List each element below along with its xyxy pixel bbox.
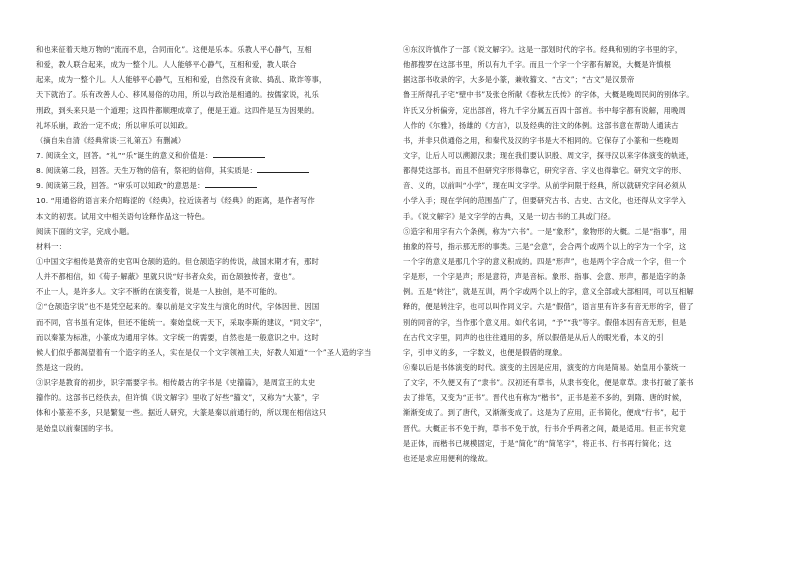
text-line: 音、义的，以前叫“小学”，现在叫文字学。从前学问限于经典，所以就研究字问必须从 [403,181,687,191]
text-line: 人作的《尔雅》，扬雄的《方言》，以及经典的注文的体例。这部书意在帮助人通读古 [403,120,679,130]
text-line: 不止一人，是许多人。文字不断的在演变着，说是一人独创，是不可能的。 [36,287,282,297]
text-line: ⑤造字和用字有六个条例，称为“六书”。一是“象形”，象物形的大概。二是“指事”，用 [403,226,687,236]
text-line: 渐渐变成了。到了唐代，又渐渐变成了。这是为了应用，正书简化，便成“行书”，起于 [403,408,687,418]
source-note: （摘自朱自清《经典常谈·三礼第五》有删减） [36,135,186,145]
question-8 [36,163,394,178]
text-line: 释的，便是转注字，也可以叫作同义字。六是“假借”，语言里有许多有音无形的字，借了 [403,302,694,312]
text-line: 例。五是“转注”，就是互训，两个字或两个以上的字，意义全部或大部相同，可以互相解 [403,287,694,297]
text-line: 手。《说文解字》是文字学的古典，又是一切古书的工具或门径。 [403,211,616,221]
text-line: 而以秦篆为标准，小篆成为通用字体。文字统一的需要，自然也是一般意识之中。这时 [36,332,319,342]
text-line: 在古代文字里，同声的也往往通用的多，所以假借是从后人的眼光看，本义的引 [403,332,664,342]
text-line: 然是这一段的。 [36,362,89,372]
text-line: 书，并非只供通俗之用，和秦代及汉的字书是大不相同的。它保存了小篆和一些晚周 [403,135,679,145]
text-line: ④东汉许慎作了一部《说文解字》。这是一部划时代的字书。经典和别的字书里的字， [403,45,683,54]
text-line: 字是形，一个字是声；形是意符，声是音标。象形、指事、会意、形声，都是造字的条 [403,272,686,282]
paragraph-1 [36,254,394,299]
reading-instruction: 阅读下面的文字，完成小题。 [36,226,135,236]
text-line: 天下就治了。乐有改善人心、移风易俗的功用，所以与政治是相通的。按儒家说，礼乐 [36,90,319,100]
text-line: 字，引申义的多，一字数义，也便是假借的现象。 [403,347,567,357]
text-line: 都得凭这部书。而且不但研究字形得靠它，研究字音、字义也得靠它。研究文字的形、 [403,166,686,176]
text-line: 据这部书收录的字，大多是小篆，兼收籀文、“古文”；“古文”是汉景帝 [403,75,635,85]
paragraph-3 [36,375,394,436]
left-column [36,42,394,436]
text-line: 是始皇以前秦国的字书。 [36,423,118,433]
question-7-text: 7. 阅读全文，回答。“礼”“乐”诞生的意义和价值是： [36,150,213,160]
text-line: 和爱，教人联合起来，成为一整个儿。人人能够平心静气，互相和爱，教人联合 [36,60,297,70]
text-line: 他都搜罗在这部书里，所以有九千字。而且一个字一个字都有解说，大概是许慎根 [403,60,672,70]
paragraph-4 [403,42,761,224]
text-line: 别的同音的字，当作那个意义用。如代名词，“予”“我”等字。假借本因有音无形，但是 [403,317,687,327]
paragraph-6 [403,360,761,466]
text-line: 是正体，而楷书已规模固定，于是“简化”的“简笔字”，将正书、行书再行简化；这 [403,438,672,448]
right-column [403,42,761,466]
text-line: 了文字，不久便又有了“隶书”。汉初还有草书，从隶书变化，便是章草。隶书打破了篆书 [403,378,694,388]
question-9-text: 9. 阅读第三段，回答。“审乐可以知政”的意思是： [36,181,205,191]
text-line: ①中国文字相传是黄帝的史官叫仓颉的造的。但仓颉造字的传说，战国末期才有，那时 [36,256,319,266]
material-label: 材料一： [36,241,67,251]
paragraph-5 [403,224,761,360]
text-line: 许氏又分析偏旁，定出部首，将九千字分属五百四十部首。书中每字都有说解，用晚周 [403,105,686,115]
text-line: 鲁王所得孔子宅“壁中书”及张仓所献《春秋左氏传》的字体，大概是晚周民间的别体字。 [403,90,694,100]
text-line: 一个字的意义是那几个字的意义积成的。四是“形声”，也是两个字合成一个字，但一个 [403,256,687,266]
answer-blank[interactable] [213,150,265,158]
text-line: 去了排笔，又变为“正书”。晋代也有称为“楷书”，正书是差不多的，到隋、唐的时候， [403,393,687,403]
answer-blank[interactable] [257,165,309,173]
question-8-text: 8. 阅读第二段，回答。天生万物的倍有，祭祀的信仰，其实质是： [36,166,257,176]
text-line: 体和小篆差不多，只是繁复一些。据近人研究，大篆是秦以前通行的，所以现在相信这只 [36,408,327,418]
text-line: 也还是求应用便利的缘故。 [403,453,493,463]
text-line: 文字，让后人可以溯源汉隶；现在我们要认识殷、周文字，探寻汉以来字体演变的轨迹， [403,150,694,160]
text-line: 候人们似乎都渴望着有一个造字的圣人，实在是仅一个文字领袖工夫，好教人知道“一个”圣人造的字当 [36,347,372,357]
paragraph-top [36,42,394,133]
text-line: ②“仓颉造字说”也不是凭空起来的。秦以前是文字发生与演化的时代，字体因世、因国 [36,302,320,312]
text-line: 而不同，官书虽有定体，但还不能统一。秦始皇统一天下，采取李斯的建议，“同文字”， [36,317,327,327]
text-line: 和也来征着天地万物的“流而不息，合同而化”。这便是乐本。乐教人平心静气，互相 [36,45,312,54]
question-10-line: 本文的初衷。试用文中相关语句诠释作品这一特色。 [36,211,210,221]
answer-blank[interactable] [205,180,257,188]
text-line: 起来，成为一整个儿。人人能够平心静气，互相和爱，自然没有贪欲、捣乱、欺诈等事， [36,75,327,85]
question-9 [36,178,394,193]
text-line: 礼坏乐崩，政治一定不成；所以审乐可以知政。 [36,120,193,130]
question-10-line: 10. “用通俗的语言来介绍晦涩的《经典》，拉近读者与《经典》的距离，是作者写作 [36,196,315,206]
paragraph-2 [36,299,394,375]
text-line: 籀作的。这部书已经佚去，但许慎《说文解字》里收了好些“籀文”，又称为“大篆”，字 [36,393,320,403]
text-line: 抽象的符号，指示那无形的事类。三是“会意”，会合两个或两个以上的字为一个字，这 [403,241,687,251]
text-line: ⑥秦以后是书体演变的时代。演变的主因是应用，演变的方向是简易。始皇用小篆统一 [403,362,686,372]
text-line: 刑政，到头来只是一个道理；这四件都顺理成章了，便是王道。这四件是互为因果的。 [36,105,319,115]
text-line: 小学入手；现在学问的范围虽广了，但要研究古书、古史、古文化，也还得从文字学入 [403,196,686,206]
text-line: ③识字是教育的初步，识字需要字书。相传最古的字书是《史籀篇》，是周宣王的太史 [36,378,316,388]
question-7 [36,148,394,163]
text-line: 人并不都相信，如《荀子·解蔽》里就只说“好书者众矣，而仓颉独传者，壹也”。 [36,272,300,282]
text-line: 晋代。大概正书不免于拘，草书不免于放，行书介乎两者之间，最是适用。但正书究竟 [403,423,686,433]
